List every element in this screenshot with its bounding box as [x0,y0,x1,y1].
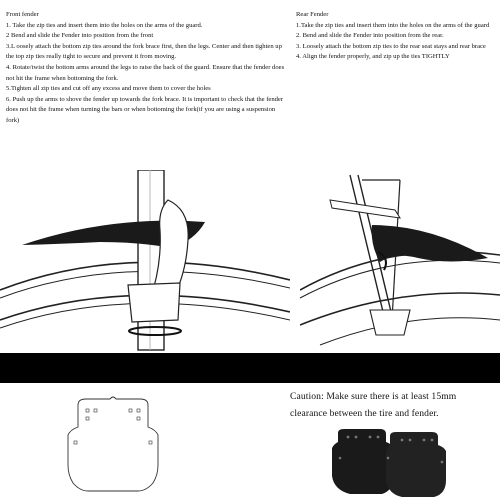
front-step-2: 2 Bend and slide the Fender into position from the front [6,32,154,40]
front-step-5: 5.Tighten all zip ties and cut off any excess and move them to cover the holes [6,85,211,93]
black-divider-band [0,353,500,383]
black-fender-product [318,428,468,498]
front-step-1: 1. Take the zip ties and insert them into the holes on the arms of the guard. [6,21,203,29]
caution-note: Caution: Make sure there is at least 15mm clearance between the tire and fender. [290,391,457,419]
rear-step-3: 3. Loosely attach the bottom zip ties to the rear seat stays and rear brace [296,42,486,50]
rear-step-2: 2. Bend and slide the Fender into position from the rear. [296,32,444,40]
fender-outline-drawing [58,395,168,495]
rear-step-4: 4. Align the fender properly, and zip up the ties TIGHTLY [296,53,450,61]
front-fender-heading: Front fender [6,11,39,18]
rear-step-1: 1.Take the zip ties and insert them into the holes on the arms of the guard [296,21,490,29]
front-step-3: 3.L oosely attach the bottom zip ties around the fork brace first, then the legs. Center and then tighten up the top zip ties really tight to secure and prevent it from moving. [6,42,282,61]
front-step-4: 4. Rotate/twist the bottom arms around the legs to raise the back of the guard. Ensure that the fender does not hit the frame when bottoming the fork. [6,63,285,82]
front-fender-instructions [6,10,288,127]
rear-fender-illustration [300,170,500,355]
front-step-6: 6. Push up the arms to shove the fender up towards the fork brace. It is important to check that the fender does not hit the frame when turning the bars or when bottoming the fork(if you are using a suspension fork) [6,95,284,124]
front-fender-illustration [0,170,290,355]
rear-fender-instructions [296,10,496,63]
rear-fender-heading: Rear Fender [296,11,329,18]
